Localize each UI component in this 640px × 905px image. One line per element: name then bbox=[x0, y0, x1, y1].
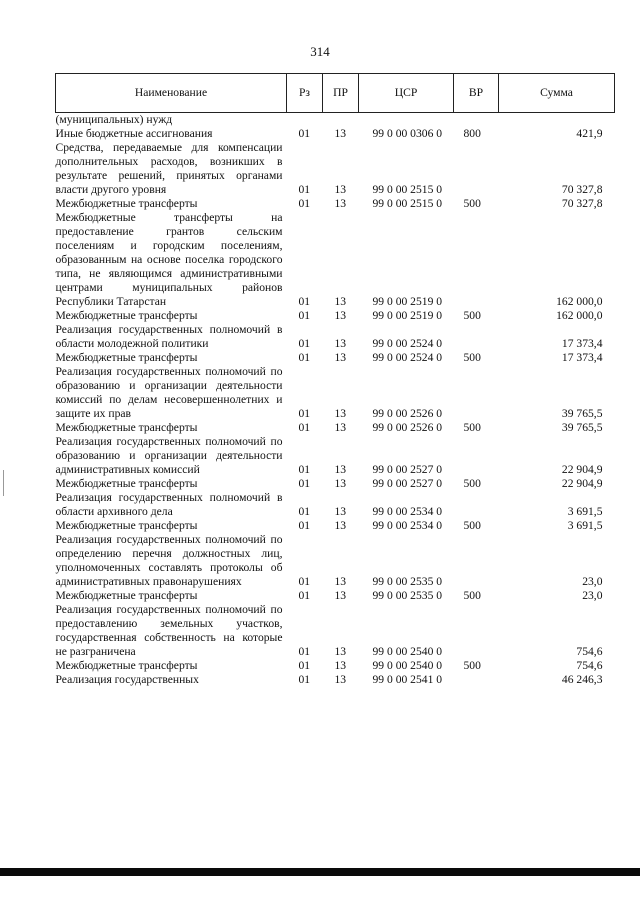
cell-csr: 99 0 00 2524 0 bbox=[372, 337, 443, 350]
cell-pr: 13 bbox=[334, 127, 347, 140]
cell-pr: 13 bbox=[334, 477, 347, 490]
cell-vr bbox=[454, 603, 499, 659]
cell-name: Межбюджетные трансферты на предоставление грантов сельским поселениям и городским поселениям, образованным на основе поселка городского типа, не являющимся административными центрами муниципальных районов Республики Татарстан bbox=[55, 211, 283, 308]
cell-rz: 01 bbox=[298, 337, 311, 350]
cell-vr: 800 bbox=[463, 127, 481, 140]
cell-sum: 421,9 bbox=[576, 127, 603, 140]
cell-rz: 01 bbox=[298, 659, 311, 672]
cell-vr bbox=[454, 491, 499, 519]
table-header-row bbox=[56, 74, 615, 113]
cell-pr: 13 bbox=[334, 659, 347, 672]
cell-csr: 99 0 00 0306 0 bbox=[372, 127, 443, 140]
cell-rz: 01 bbox=[298, 309, 311, 322]
cell-vr bbox=[454, 533, 499, 589]
cell-sum: 17 373,4 bbox=[561, 337, 603, 350]
cell-rz: 01 bbox=[298, 421, 311, 434]
cell-pr: 13 bbox=[334, 421, 347, 434]
cell-rz: 01 bbox=[298, 463, 311, 476]
cell-rz: 01 bbox=[298, 197, 311, 210]
cell-vr bbox=[454, 323, 499, 351]
cell-sum: 754,6 bbox=[576, 645, 603, 658]
cell-csr: 99 0 00 2527 0 bbox=[372, 463, 443, 476]
cell-name: Реализация государственных полномочий в области архивного дела bbox=[55, 491, 283, 518]
cell-csr: 99 0 00 2540 0 bbox=[372, 659, 443, 672]
cell-rz: 01 bbox=[298, 519, 311, 532]
cell-csr: 99 0 00 2534 0 bbox=[372, 519, 443, 532]
header-vr: ВР bbox=[454, 74, 499, 113]
table-row bbox=[56, 603, 615, 659]
table-row bbox=[56, 365, 615, 421]
cell-rz: 01 bbox=[298, 673, 311, 686]
cell-pr bbox=[323, 113, 359, 128]
table-row bbox=[56, 659, 615, 673]
cell-pr: 13 bbox=[334, 309, 347, 322]
cell-name: Межбюджетные трансферты bbox=[55, 309, 198, 322]
table-row bbox=[56, 113, 615, 128]
table-body bbox=[56, 113, 615, 688]
header-pr: ПР bbox=[323, 74, 359, 113]
cell-name: Средства, передаваемые для компенсации дополнительных расходов, возникших в результате решений, принятых органами власти другого уровня bbox=[55, 141, 283, 196]
cell-csr: 99 0 00 2540 0 bbox=[372, 645, 443, 658]
cell-pr: 13 bbox=[334, 295, 347, 308]
cell-vr: 500 bbox=[463, 477, 481, 490]
cell-vr: 500 bbox=[463, 421, 481, 434]
cell-vr: 500 bbox=[463, 519, 481, 532]
cell-vr: 500 bbox=[463, 659, 481, 672]
cell-rz: 01 bbox=[298, 645, 311, 658]
cell-sum bbox=[499, 113, 615, 128]
cell-rz: 01 bbox=[298, 477, 311, 490]
cell-csr bbox=[359, 113, 454, 128]
cell-pr: 13 bbox=[334, 505, 347, 518]
table-row bbox=[56, 197, 615, 211]
cell-rz: 01 bbox=[298, 183, 311, 196]
cell-rz: 01 bbox=[298, 407, 311, 420]
cell-pr: 13 bbox=[334, 337, 347, 350]
cell-sum: 3 691,5 bbox=[567, 505, 603, 518]
cell-rz: 01 bbox=[298, 505, 311, 518]
cell-csr: 99 0 00 2519 0 bbox=[372, 295, 443, 308]
scan-edge-mark bbox=[3, 470, 4, 496]
cell-sum: 162 000,0 bbox=[556, 309, 603, 322]
cell-pr: 13 bbox=[334, 351, 347, 364]
cell-vr: 500 bbox=[463, 351, 481, 364]
cell-sum: 70 327,8 bbox=[561, 197, 603, 210]
cell-pr: 13 bbox=[334, 645, 347, 658]
cell-name: Межбюджетные трансферты bbox=[55, 477, 198, 490]
cell-pr: 13 bbox=[334, 197, 347, 210]
table-row bbox=[56, 421, 615, 435]
cell-name: Реализация государственных полномочий по определению перечня должностных лиц, уполномоченных составлять протоколы об административных правонарушениях bbox=[55, 533, 283, 588]
cell-sum: 22 904,9 bbox=[561, 463, 603, 476]
cell-name: Реализация государственных полномочий по образованию и организации деятельности комиссий по делам несовершеннолетних и защите их прав bbox=[55, 365, 283, 420]
cell-name: Иные бюджетные ассигнования bbox=[55, 127, 213, 140]
cell-sum: 22 904,9 bbox=[561, 477, 603, 490]
table-row bbox=[56, 477, 615, 491]
table-row bbox=[56, 519, 615, 533]
cell-vr bbox=[454, 365, 499, 421]
table-row bbox=[56, 673, 615, 687]
cell-vr: 500 bbox=[463, 589, 481, 602]
cell-csr: 99 0 00 2526 0 bbox=[372, 421, 443, 434]
cell-sum: 754,6 bbox=[576, 659, 603, 672]
header-rz: Рз bbox=[287, 74, 323, 113]
table-row bbox=[56, 309, 615, 323]
cell-name: Межбюджетные трансферты bbox=[55, 421, 198, 434]
table-row bbox=[56, 141, 615, 197]
cell-name: Межбюджетные трансферты bbox=[55, 519, 198, 532]
cell-sum: 23,0 bbox=[582, 575, 603, 588]
table-row bbox=[56, 491, 615, 519]
table-row bbox=[56, 211, 615, 309]
cell-csr: 99 0 00 2535 0 bbox=[372, 575, 443, 588]
cell-sum: 39 765,5 bbox=[561, 407, 603, 420]
cell-name: Межбюджетные трансферты bbox=[55, 659, 198, 672]
cell-name: Реализация государственных полномочий в области молодежной политики bbox=[55, 323, 283, 350]
cell-csr: 99 0 00 2526 0 bbox=[372, 407, 443, 420]
cell-csr: 99 0 00 2541 0 bbox=[372, 673, 443, 686]
cell-csr: 99 0 00 2515 0 bbox=[372, 183, 443, 196]
cell-vr bbox=[454, 113, 499, 128]
cell-sum: 39 765,5 bbox=[561, 421, 603, 434]
cell-name: Реализация государственных полномочий по образованию и организации деятельности административных комиссий bbox=[55, 435, 283, 476]
cell-rz: 01 bbox=[298, 575, 311, 588]
scan-bottom-border bbox=[0, 868, 640, 876]
cell-sum: 46 246,3 bbox=[561, 673, 603, 686]
cell-pr: 13 bbox=[334, 519, 347, 532]
cell-rz bbox=[287, 113, 323, 128]
cell-name: Межбюджетные трансферты bbox=[55, 589, 198, 602]
cell-pr: 13 bbox=[334, 673, 347, 686]
cell-csr: 99 0 00 2524 0 bbox=[372, 351, 443, 364]
cell-sum: 162 000,0 bbox=[556, 295, 603, 308]
table-row bbox=[56, 351, 615, 365]
cell-pr: 13 bbox=[334, 463, 347, 476]
cell-rz: 01 bbox=[298, 295, 311, 308]
budget-table bbox=[55, 73, 615, 687]
cell-name: Межбюджетные трансферты bbox=[55, 197, 198, 210]
cell-csr: 99 0 00 2515 0 bbox=[372, 197, 443, 210]
cell-name: Реализация государственных bbox=[55, 673, 199, 686]
cell-csr: 99 0 00 2534 0 bbox=[372, 505, 443, 518]
page-number: 314 bbox=[310, 44, 330, 59]
cell-vr: 500 bbox=[463, 309, 481, 322]
cell-pr: 13 bbox=[334, 183, 347, 196]
cell-name: (муниципальных) нужд bbox=[55, 113, 173, 126]
cell-vr: 500 bbox=[463, 197, 481, 210]
table-row bbox=[56, 533, 615, 589]
cell-pr: 13 bbox=[334, 589, 347, 602]
cell-vr bbox=[454, 211, 499, 309]
cell-sum: 3 691,5 bbox=[567, 519, 603, 532]
cell-sum: 70 327,8 bbox=[561, 183, 603, 196]
cell-csr: 99 0 00 2535 0 bbox=[372, 589, 443, 602]
cell-csr: 99 0 00 2519 0 bbox=[372, 309, 443, 322]
cell-pr: 13 bbox=[334, 575, 347, 588]
cell-name: Межбюджетные трансферты bbox=[55, 351, 198, 364]
cell-rz: 01 bbox=[298, 351, 311, 364]
cell-sum: 17 373,4 bbox=[561, 351, 603, 364]
table-row bbox=[56, 589, 615, 603]
cell-rz: 01 bbox=[298, 589, 311, 602]
cell-vr bbox=[454, 435, 499, 477]
table-row bbox=[56, 127, 615, 141]
header-name: Наименование bbox=[56, 74, 287, 113]
header-csr: ЦСР bbox=[359, 74, 454, 113]
cell-csr: 99 0 00 2527 0 bbox=[372, 477, 443, 490]
header-sum: Сумма bbox=[499, 74, 615, 113]
cell-sum: 23,0 bbox=[582, 589, 603, 602]
cell-name: Реализация государственных полномочий по предоставлению земельных участков, государственная собственность на которые не разграничена bbox=[55, 603, 283, 658]
table-row bbox=[56, 435, 615, 477]
cell-rz: 01 bbox=[298, 127, 311, 140]
cell-vr bbox=[454, 141, 499, 197]
table-row bbox=[56, 323, 615, 351]
cell-pr: 13 bbox=[334, 407, 347, 420]
cell-vr bbox=[454, 673, 499, 687]
